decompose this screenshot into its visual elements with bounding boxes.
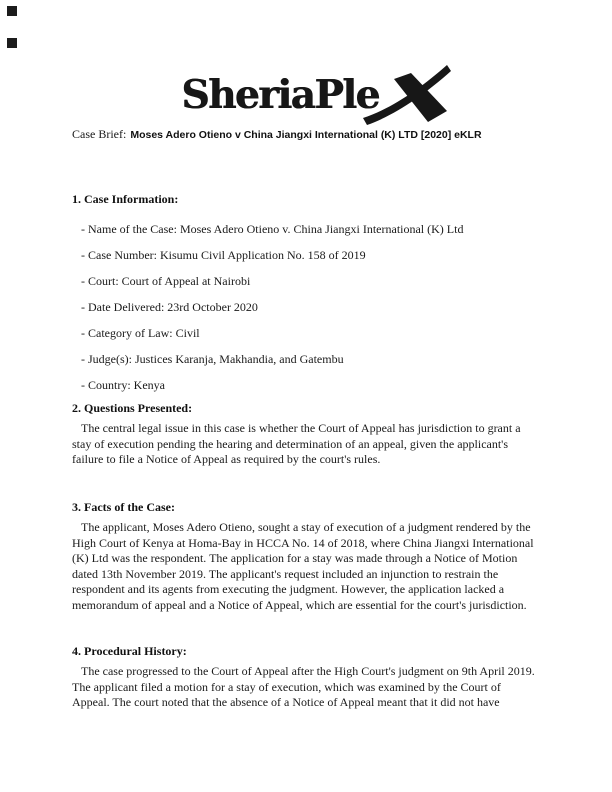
paragraph-line: Appeal. The court noted that the absence of a Notice of Appeal meant that it did not have — [72, 695, 500, 710]
paragraph-line: The case progressed to the Court of Appeal after the High Court's judgment on 9th April 2019. — [81, 664, 535, 678]
list-item-case-name: - Name of the Case: Moses Adero Otieno v. China Jiangxi International (K) Ltd — [81, 222, 464, 236]
paragraph-line: (K) Ltd was the respondent. The application for a stay was made through a Notice of Motion — [72, 551, 518, 566]
corner-artifact-square-bottom — [7, 38, 17, 48]
section-procedural-history — [72, 644, 547, 711]
list-item-judges: - Judge(s): Justices Karanja, Makhandia, and Gatembu — [81, 352, 344, 366]
case-brief-title-line — [72, 125, 482, 143]
section-questions-presented — [72, 401, 547, 468]
paragraph-line: memorandum of appeal and a Notice of Appeal, which are essential for the court's jurisdiction. — [72, 597, 527, 612]
corner-artifact-square-top — [7, 6, 17, 16]
paragraph-line: respondent and its agents from executing the judgment. However, the application lacked a — [72, 582, 505, 597]
sheriaplex-logo — [10, 72, 612, 126]
paragraph-line: dated 13th November 2019. The applicant's request included an injunction to restrain the — [72, 566, 499, 581]
paragraph-line: stay of execution pending the hearing and determination of an appeal, given the applicant's — [72, 436, 509, 451]
section-heading-case-information: 1. Case Information: — [72, 192, 179, 206]
questions-presented-paragraph — [72, 421, 547, 468]
section-heading-questions-presented: 2. Questions Presented: — [72, 401, 193, 415]
procedural-history-paragraph — [72, 664, 547, 711]
paragraph-line: The applicant filed a motion for a stay of execution, which was examined by the Court of — [72, 679, 501, 694]
list-item-country: - Country: Kenya — [81, 378, 165, 392]
logo-x-swoosh-icon — [363, 64, 451, 126]
list-item-date-delivered: - Date Delivered: 23rd October 2020 — [81, 300, 258, 314]
facts-paragraph — [72, 520, 547, 614]
paragraph-line: The applicant, Moses Adero Otieno, sought a stay of execution of a judgment rendered by the — [81, 520, 531, 534]
section-facts-of-the-case — [72, 500, 547, 614]
logo-wordmark: SheriaPle — [181, 72, 379, 118]
paragraph-line: High Court of Kenya at Homa-Bay in HCCA No. 14 of 2018, where China Jiangxi International — [72, 535, 534, 550]
list-item-court: - Court: Court of Appeal at Nairobi — [81, 274, 251, 288]
section-heading-facts-of-the-case: 3. Facts of the Case: — [72, 500, 175, 514]
paragraph-line: The central legal issue in this case is whether the Court of Appeal has jurisdiction to grant a — [81, 421, 521, 435]
paragraph-line: failure to file a Notice of Appeal as required by the court's rules. — [72, 452, 381, 467]
case-brief-case-title: Moses Adero Otieno v China Jiangxi International (K) LTD [2020] eKLR — [130, 129, 482, 141]
list-item-category: - Category of Law: Civil — [81, 326, 200, 340]
section-heading-procedural-history: 4. Procedural History: — [72, 644, 187, 658]
list-item-case-number: - Case Number: Kisumu Civil Application No. 158 of 2019 — [81, 248, 366, 262]
case-information-list — [72, 216, 547, 398]
section-case-information — [72, 192, 547, 398]
case-brief-label: Case Brief: — [72, 127, 127, 141]
